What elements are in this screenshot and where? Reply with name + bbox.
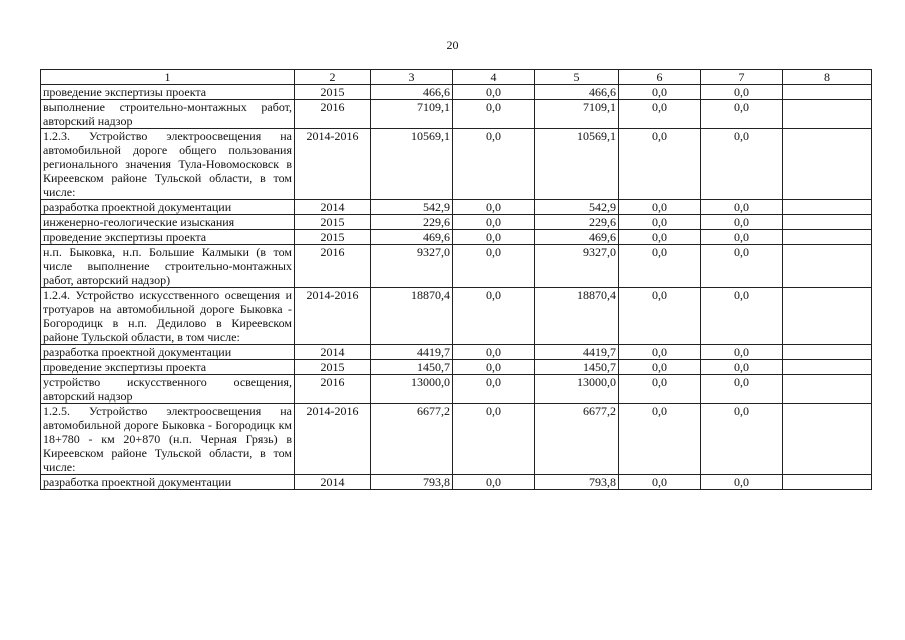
- row-col6: 0,0: [619, 245, 701, 288]
- row-year: 2014-2016: [295, 288, 371, 345]
- row-name: проведение экспертизы проекта: [41, 230, 295, 245]
- row-year: 2016: [295, 375, 371, 404]
- row-total: 6677,2: [371, 404, 453, 475]
- table-row: [41, 129, 872, 200]
- row-total: 7109,1: [371, 100, 453, 129]
- row-name: выполнение строительно-монтажных работ, авторский надзор: [41, 100, 295, 129]
- row-col8: [783, 360, 872, 375]
- row-col7: 0,0: [701, 245, 783, 288]
- row-year: 2014: [295, 475, 371, 490]
- table-row: [41, 85, 872, 100]
- row-col4: 0,0: [453, 345, 535, 360]
- row-col6: 0,0: [619, 200, 701, 215]
- row-col8: [783, 215, 872, 230]
- row-col8: [783, 245, 872, 288]
- row-col6: 0,0: [619, 475, 701, 490]
- row-total: 1450,7: [371, 360, 453, 375]
- row-name: устройство искусственного освещения, авторский надзор: [41, 375, 295, 404]
- row-col5: 13000,0: [535, 375, 619, 404]
- column-header: 3: [371, 70, 453, 85]
- row-year: 2015: [295, 85, 371, 100]
- row-col5: 793,8: [535, 475, 619, 490]
- row-col4: 0,0: [453, 200, 535, 215]
- row-col8: [783, 200, 872, 215]
- row-col4: 0,0: [453, 215, 535, 230]
- row-year: 2016: [295, 245, 371, 288]
- column-header: 4: [453, 70, 535, 85]
- row-total: 542,9: [371, 200, 453, 215]
- row-year: 2014-2016: [295, 404, 371, 475]
- row-year: 2015: [295, 215, 371, 230]
- row-col8: [783, 129, 872, 200]
- row-total: 466,6: [371, 85, 453, 100]
- table-row: [41, 100, 872, 129]
- row-year: 2015: [295, 230, 371, 245]
- row-col6: 0,0: [619, 288, 701, 345]
- column-header: 7: [701, 70, 783, 85]
- row-col4: 0,0: [453, 360, 535, 375]
- row-name: н.п. Быковка, н.п. Большие Калмыки (в том числе выполнение строительно-монтажных работ, авторский надзор): [41, 245, 295, 288]
- row-col4: 0,0: [453, 100, 535, 129]
- row-col5: 466,6: [535, 85, 619, 100]
- row-col4: 0,0: [453, 230, 535, 245]
- row-col8: [783, 345, 872, 360]
- row-col6: 0,0: [619, 375, 701, 404]
- row-col8: [783, 475, 872, 490]
- row-col7: 0,0: [701, 375, 783, 404]
- row-col5: 229,6: [535, 215, 619, 230]
- row-col6: 0,0: [619, 100, 701, 129]
- row-name: разработка проектной документации: [41, 200, 295, 215]
- row-col5: 18870,4: [535, 288, 619, 345]
- row-col7: 0,0: [701, 345, 783, 360]
- table-header-row: [41, 70, 872, 85]
- row-col6: 0,0: [619, 345, 701, 360]
- row-col5: 469,6: [535, 230, 619, 245]
- row-name: инженерно-геологические изыскания: [41, 215, 295, 230]
- row-total: 793,8: [371, 475, 453, 490]
- row-total: 4419,7: [371, 345, 453, 360]
- row-col8: [783, 375, 872, 404]
- page-number: 20: [446, 38, 459, 52]
- row-total: 18870,4: [371, 288, 453, 345]
- row-col5: 9327,0: [535, 245, 619, 288]
- row-col6: 0,0: [619, 404, 701, 475]
- row-col7: 0,0: [701, 200, 783, 215]
- table-row: [41, 345, 872, 360]
- row-col8: [783, 288, 872, 345]
- table-row: [41, 215, 872, 230]
- row-col4: 0,0: [453, 375, 535, 404]
- column-header: 6: [619, 70, 701, 85]
- row-year: 2015: [295, 360, 371, 375]
- table-row: [41, 245, 872, 288]
- row-col6: 0,0: [619, 85, 701, 100]
- row-col7: 0,0: [701, 475, 783, 490]
- row-total: 229,6: [371, 215, 453, 230]
- row-col7: 0,0: [701, 230, 783, 245]
- row-col7: 0,0: [701, 360, 783, 375]
- table-row: [41, 475, 872, 490]
- row-total: 9327,0: [371, 245, 453, 288]
- row-col8: [783, 230, 872, 245]
- column-header: 2: [295, 70, 371, 85]
- row-col5: 6677,2: [535, 404, 619, 475]
- row-col4: 0,0: [453, 288, 535, 345]
- row-col6: 0,0: [619, 360, 701, 375]
- row-col7: 0,0: [701, 215, 783, 230]
- table-row: [41, 230, 872, 245]
- table-row: [41, 404, 872, 475]
- row-total: 13000,0: [371, 375, 453, 404]
- row-col4: 0,0: [453, 475, 535, 490]
- row-col7: 0,0: [701, 404, 783, 475]
- budget-table: [40, 69, 872, 490]
- row-name: проведение экспертизы проекта: [41, 360, 295, 375]
- row-year: 2014: [295, 345, 371, 360]
- row-name: разработка проектной документации: [41, 475, 295, 490]
- row-col5: 4419,7: [535, 345, 619, 360]
- column-header: 1: [41, 70, 295, 85]
- row-col8: [783, 85, 872, 100]
- row-name: 1.2.4. Устройство искусственного освещения и тротуаров на автомобильной дороге Быковка - Богородицк в н.п. Дедилово в Киреевском районе Тульской области, в том числе:: [41, 288, 295, 345]
- row-col6: 0,0: [619, 230, 701, 245]
- row-year: 2014-2016: [295, 129, 371, 200]
- row-col6: 0,0: [619, 129, 701, 200]
- row-col4: 0,0: [453, 245, 535, 288]
- row-col8: [783, 100, 872, 129]
- row-col7: 0,0: [701, 100, 783, 129]
- row-col5: 10569,1: [535, 129, 619, 200]
- row-total: 469,6: [371, 230, 453, 245]
- row-year: 2016: [295, 100, 371, 129]
- row-total: 10569,1: [371, 129, 453, 200]
- row-col5: 1450,7: [535, 360, 619, 375]
- table-row: [41, 288, 872, 345]
- row-col5: 7109,1: [535, 100, 619, 129]
- row-col5: 542,9: [535, 200, 619, 215]
- row-name: разработка проектной документации: [41, 345, 295, 360]
- row-col7: 0,0: [701, 288, 783, 345]
- table-row: [41, 375, 872, 404]
- row-col6: 0,0: [619, 215, 701, 230]
- row-col4: 0,0: [453, 404, 535, 475]
- row-col8: [783, 404, 872, 475]
- row-name: проведение экспертизы проекта: [41, 85, 295, 100]
- row-col7: 0,0: [701, 85, 783, 100]
- row-col4: 0,0: [453, 129, 535, 200]
- row-year: 2014: [295, 200, 371, 215]
- column-header: 5: [535, 70, 619, 85]
- table-row: [41, 200, 872, 215]
- row-name: 1.2.5. Устройство электроосвещения на автомобильной дороге Быковка - Богородицк км 18+780 - км 20+870 (н.п. Черная Грязь) в Киреевском районе Тульской области, в том числе:: [41, 404, 295, 475]
- row-name: 1.2.3. Устройство электроосвещения на автомобильной дороге общего пользования регионального значения Тула-Новомосковск в Киреевском районе Тульской области, в том числе:: [41, 129, 295, 200]
- column-header: 8: [783, 70, 872, 85]
- table-row: [41, 360, 872, 375]
- row-col4: 0,0: [453, 85, 535, 100]
- row-col7: 0,0: [701, 129, 783, 200]
